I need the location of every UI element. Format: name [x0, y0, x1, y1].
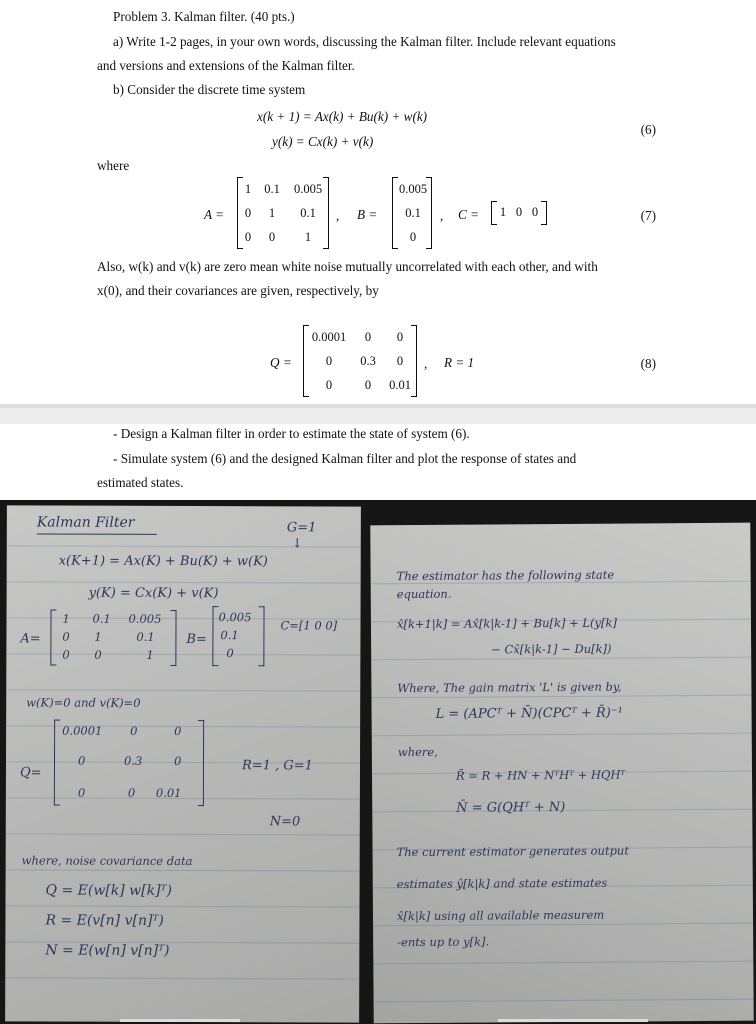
notes-right-line-9: N̄ = G(QHᵀ + N): [456, 799, 566, 816]
matrix-c-cell: 1: [499, 205, 507, 219]
matrix-a-cell: 0.1: [300, 206, 316, 220]
matrix-q-cell: 0.01: [389, 378, 411, 392]
notes-q-cell: 0: [130, 723, 138, 738]
notes-a-cell: 0: [62, 629, 70, 644]
title-underline: [37, 533, 157, 535]
r-value: R = 1: [444, 355, 475, 370]
notes-q-cell: 0: [173, 753, 182, 768]
equation-number-7: (7): [640, 208, 656, 223]
part-a-line-1: a) Write 1-2 pages, in your own words, discussing the Kalman filter. Include relevant equations: [113, 34, 616, 49]
notes-a-label: A=: [20, 631, 41, 647]
matrix-a-label: A =: [204, 207, 225, 222]
notes-c-matrix: C=[1 0 0]: [280, 618, 338, 633]
notes-a-cell: 1: [146, 647, 154, 662]
matrix-c: [491, 201, 547, 225]
task-line-2: - Simulate system (6) and the designed Kalman filter and plot the response of states and: [113, 451, 577, 466]
notes-a-cell: 0: [62, 647, 70, 662]
notes-b-cell: 0.005: [218, 610, 252, 625]
part-a-line-2: and versions and extensions of the Kalman filter.: [97, 58, 355, 73]
photo-scroll-indicator: [120, 1019, 240, 1022]
notes-n-definition: N = E(w[n] v[n]ᵀ): [45, 942, 170, 959]
notes-right-line-8: R̄ = R + HN + NᵀHᵀ + HQHᵀ: [455, 767, 626, 783]
equation-6-state: x(k + 1) = Ax(k) + Bu(k) + w(k): [257, 109, 428, 124]
notes-q-cell: 0.01: [155, 785, 182, 800]
matrix-a-cell: 1: [244, 182, 252, 196]
matrix-q-cell: 0: [325, 378, 333, 392]
notes-q-cell: 0: [77, 753, 86, 768]
comma: ,: [440, 208, 444, 223]
notes-right-line-11: estimates ŷ[k|k] and state estimates: [396, 875, 608, 892]
matrix-c-label: C =: [458, 207, 479, 222]
matrix-a-cell: 0.005: [293, 182, 323, 196]
notes-where-noise: where, noise covariance data: [21, 853, 193, 869]
handwritten-notes-photo: [0, 500, 756, 1024]
notes-b-label: B=: [186, 632, 207, 648]
notes-noise-means: w(K)=0 and v(K)=0: [26, 695, 141, 710]
notes-a-cell: 0.1: [136, 629, 155, 644]
also-line-1: Also, w(k) and v(k) are zero mean white noise mutually uncorrelated with each other, and with: [97, 259, 598, 274]
matrix-b-label: B =: [357, 207, 378, 222]
notes-q-cell: 0: [127, 785, 136, 800]
notes-right-line-10: The current estimator generates output: [396, 843, 629, 860]
equation-6-output: y(k) = Cx(k) + v(k): [272, 134, 374, 149]
matrix-b: [392, 177, 432, 249]
photo-scroll-indicator: [498, 1019, 648, 1022]
notes-right-line-3: x̂[k+1|k] = Ax̂[k|k-1] + Bu[k] + L(y[k]: [396, 615, 618, 632]
matrix-q-cell: 0: [396, 330, 404, 344]
page-gap: [0, 404, 756, 424]
where-label: where: [97, 158, 130, 173]
notes-q-cell: 0: [77, 785, 86, 800]
matrix-q-label: Q =: [270, 355, 292, 370]
notes-a-cell: 0: [94, 647, 102, 662]
notes-right-line-6: L = (APCᵀ + N̄)(CPCᵀ + R̄)⁻¹: [435, 705, 623, 722]
notes-a-cell: 0.1: [92, 611, 111, 626]
g-equals-one: G=1: [286, 520, 317, 536]
notes-right-line-4: − Cx̂[k|k-1] − Du[k]): [491, 641, 612, 657]
notes-b-cell: 0: [226, 646, 234, 661]
notes-n: N=0: [269, 814, 301, 830]
matrix-q-cell: 0: [364, 378, 372, 392]
equation-number-8: (8): [640, 356, 656, 371]
matrix-q-cell: 0.0001: [311, 330, 347, 344]
notes-a-cell: 1: [94, 629, 102, 644]
notes-q-cell: 0: [174, 723, 182, 738]
notes-a-cell: 1: [62, 611, 70, 626]
notes-r-definition: R = E(v[n] v[n]ᵀ): [45, 912, 164, 929]
notes-q-cell: 0.3: [123, 753, 143, 768]
notes-r-g: R=1 , G=1: [241, 758, 313, 774]
notes-q-label: Q=: [19, 765, 42, 781]
also-line-2: x(0), and their covariances are given, respectively, by: [97, 283, 379, 298]
comma: ,: [424, 356, 428, 371]
notes-right-line-12: x̂[k|k] using all available measurem: [396, 907, 605, 924]
matrix-q-cell: 0: [364, 330, 372, 344]
matrix-a-cell: 0: [244, 206, 252, 220]
matrix-a-cell: 1: [304, 230, 312, 244]
matrix-q-cell: 0: [396, 354, 404, 368]
matrix-b-cell: 0: [409, 230, 417, 244]
task-line-3: estimated states.: [97, 475, 184, 490]
matrix-a-cell: 1: [268, 206, 276, 220]
problem-sheet: [0, 0, 756, 500]
notes-page-right: [370, 523, 753, 1024]
matrix-c-cell: 0: [515, 205, 523, 219]
matrix-b-cell: 0.005: [398, 182, 428, 196]
matrix-q: [303, 325, 417, 397]
matrix-a-cell: 0.1: [264, 182, 280, 196]
notes-state-equation: x(K+1) = Ax(K) + Bu(K) + w(K): [58, 553, 268, 570]
matrix-b-cell: 0.1: [405, 206, 421, 220]
notes-b-cell: 0.1: [220, 628, 239, 643]
notes-right-line-5: Where, The gain matrix 'L' is given by,: [397, 679, 622, 696]
notes-q-definition: Q = E(w[k] w[k]ᵀ): [45, 882, 172, 899]
part-b-intro: b) Consider the discrete time system: [113, 82, 306, 97]
matrix-q-cell: 0: [325, 354, 333, 368]
notes-right-line-13: -ents up to y[k].: [397, 934, 490, 950]
matrix-a-cell: 0: [244, 230, 252, 244]
notes-right-line-1: The estimator has the following state: [396, 567, 615, 584]
notes-title: Kalman Filter: [36, 514, 135, 531]
comma: ,: [336, 208, 340, 223]
down-arrow: ↓: [291, 536, 303, 552]
matrix-a-cell: 0: [268, 230, 276, 244]
notes-a-cell: 0.005: [128, 611, 162, 626]
notes-page-left: [5, 505, 361, 1022]
notes-output-equation: y(K) = Cx(K) + v(K): [88, 585, 219, 602]
matrix-c-cell: 0: [531, 205, 539, 219]
matrix-a: [237, 177, 329, 249]
problem-heading: Problem 3. Kalman filter. (40 pts.): [113, 9, 295, 24]
task-line-1: - Design a Kalman filter in order to estimate the state of system (6).: [113, 426, 470, 441]
notes-q-cell: 0.0001: [62, 723, 103, 738]
notes-right-line-2: equation.: [396, 586, 452, 602]
equation-number-6: (6): [640, 122, 656, 137]
notes-right-line-7: where,: [397, 744, 438, 760]
matrix-q-cell: 0.3: [360, 354, 376, 368]
